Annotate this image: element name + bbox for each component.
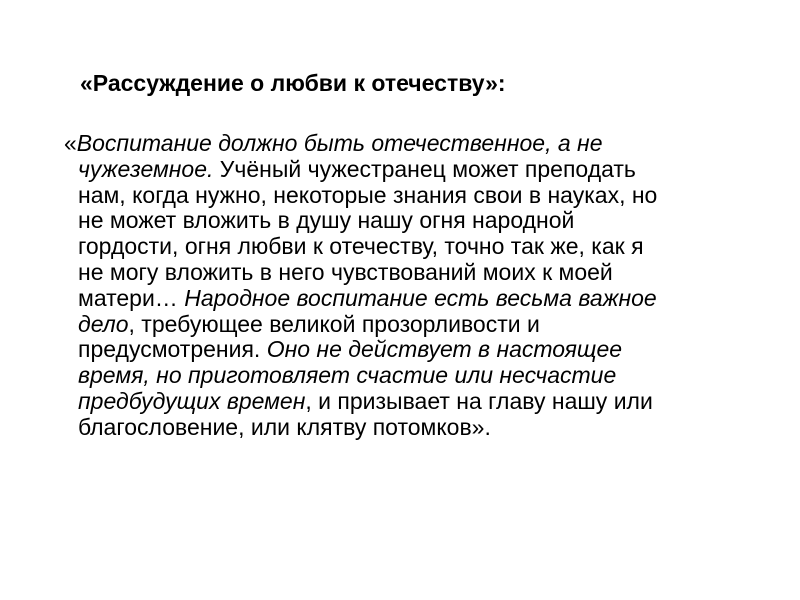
- quote-regular-run: нам, когда нужно, некоторые знания свои в науках, но: [78, 181, 658, 208]
- quote-regular-run: благословение, или клятву потомков».: [78, 413, 491, 440]
- slide-title: «Рассуждение о любви к отечеству»:: [80, 70, 506, 96]
- quote-line: [78, 337, 730, 363]
- quote-italic-run: дело: [78, 310, 129, 337]
- quote-italic-run: Воспитание должно быть отечественное, а не: [76, 130, 603, 156]
- quote-line: [78, 234, 730, 260]
- quote-regular-run: Учёный чужестранец может преподать: [213, 155, 636, 182]
- quote-italic-run: предбудущих времен: [78, 387, 306, 414]
- quote-line: [78, 260, 730, 286]
- quote-line: [78, 286, 730, 312]
- quote-regular-run: предусмотрения.: [78, 336, 267, 363]
- quote-italic-run: чужеземное.: [78, 155, 214, 182]
- quote-regular-run: не могу вложить в него чувствований моих к моей: [78, 258, 613, 285]
- quote-line: [64, 131, 730, 157]
- quote-regular-run: , требующее великой прозорливости и: [128, 310, 540, 337]
- quote-text: [64, 130, 730, 441]
- quote-regular-run: не может вложить в душу нашу огня народной: [78, 207, 575, 234]
- quote-line: [78, 415, 730, 441]
- quote-regular-run: «: [64, 130, 77, 156]
- quote-italic-run: время, но приготовляет счастие или несчастие: [78, 362, 617, 389]
- quote-regular-run: , и призывает на главу нашу или: [305, 387, 653, 414]
- quote-italic-run: Народное воспитание есть весьма важное: [184, 284, 657, 311]
- quote-line: [78, 208, 730, 234]
- quote-line: [78, 157, 730, 183]
- quote-regular-run: гордости, огня любви к отечеству, точно так же, как я: [78, 233, 644, 260]
- quote-line: [78, 312, 730, 338]
- quote-regular-run: матери…: [78, 284, 185, 311]
- quote-line: [78, 183, 730, 209]
- quote-line: [78, 389, 730, 415]
- quote-line: [78, 363, 730, 389]
- quote-italic-run: Оно не действует в настоящее: [266, 336, 623, 363]
